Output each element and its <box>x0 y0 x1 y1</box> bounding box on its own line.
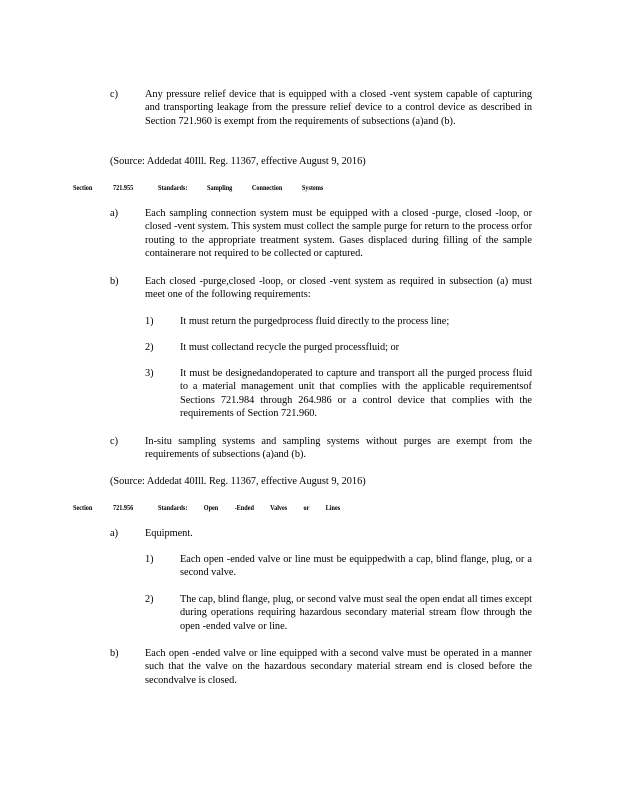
paragraph-a2: The cap, blind flange, plug, or second valve must seal the open endat all times except during operations requiring hazardous secondary material stream flow through the open -ended valve or line. <box>180 594 532 632</box>
item-label: b) <box>110 648 119 659</box>
item-label: 2) <box>145 594 154 605</box>
paragraph-b-valve: Each open -ended valve or line equipped with a second valve must be operated in a manner such that the valve on the hazardous secondary material stream end is closed before the secondvalve is closed. <box>145 648 532 686</box>
section-title: Standards: Open -Ended Valves or Lines <box>158 503 341 512</box>
item-label: b) <box>110 276 119 287</box>
item-label: a) <box>110 208 118 219</box>
paragraph-b3: It must be designedandoperated to capture and transport all the purged process fluid to a material management unit that complies with the applicable requirementsof Sections 721.984 through 264.986 or a control device that complies with the requirements of Section 721.960. <box>180 368 532 420</box>
paragraph-a: Each sampling connection system must be equipped with a closed -purge, closed -loop, or closed -vent system. This system must collect the sample purge for return to the process orfor routing to the appropriate treatment system. Gases displaced during filling of the sample containerare not required to be collected or captured. <box>145 208 532 260</box>
section-label: Section <box>73 183 93 192</box>
item-label: 1) <box>145 316 154 327</box>
section-label: Section <box>73 503 93 512</box>
section-number: 721.955 <box>113 183 134 192</box>
source-note: (Source: Addedat 40Ill. Reg. 11367, effective August 9, 2016) <box>110 156 366 167</box>
paragraph-a1: Each open -ended valve or line must be equippedwith a cap, blind flange, plug, or a second valve. <box>180 554 532 579</box>
paragraph-c: In-situ sampling systems and sampling systems without purges are exempt from the requirements of subsections (a)and (b). <box>145 436 532 461</box>
source-note: (Source: Addedat 40Ill. Reg. 11367, effective August 9, 2016) <box>110 476 366 487</box>
paragraph-b2: It must collectand recycle the purged processfluid; or <box>180 342 400 353</box>
item-label: 3) <box>145 368 154 379</box>
paragraph-equipment: Equipment. <box>145 528 193 539</box>
section-number: 721.956 <box>113 503 134 512</box>
paragraph-b1: It must return the purgedprocess fluid directly to the process line; <box>180 316 450 327</box>
paragraph-c-top: Any pressure relief device that is equipped with a closed -vent system capable of capturing and transporting leakage from the pressure relief device to a control device as described in Section 721.960 is exempt from the requirements of subsections (a)and (b). <box>145 89 532 127</box>
item-label: 1) <box>145 554 154 565</box>
section-title: Standards: Sampling Connection Systems <box>158 183 324 192</box>
item-label: a) <box>110 528 118 539</box>
item-label: 2) <box>145 342 154 353</box>
item-label: c) <box>110 89 118 100</box>
paragraph-b: Each closed -purge,closed -loop, or closed -vent system as required in subsection (a) must meet one of the following requirements: <box>145 276 532 301</box>
item-label: c) <box>110 436 118 447</box>
